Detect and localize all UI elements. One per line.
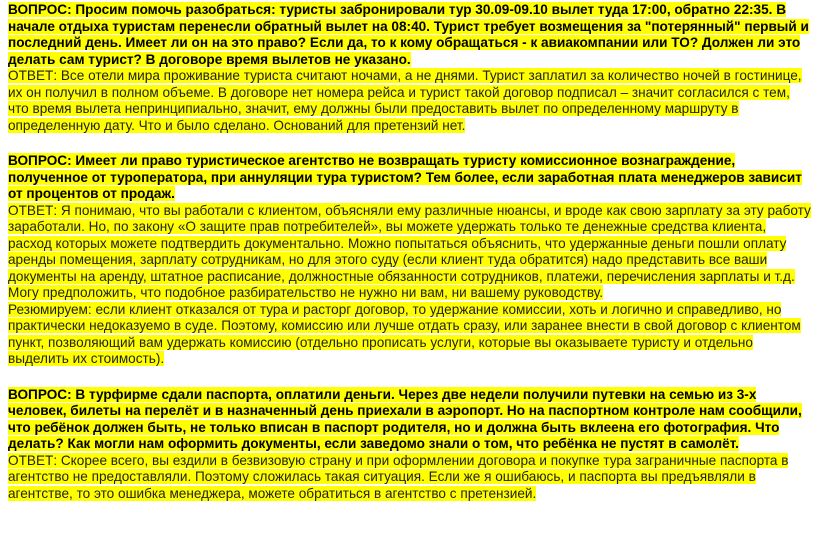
question-2 (8, 153, 811, 203)
answer-3 (8, 453, 811, 503)
qa-block-3 (8, 387, 811, 503)
question-3 (8, 387, 811, 453)
question-3-text: ВОПРОС: В турфирме сдали паспорта, оплатили деньги. Через две недели получили путевки на семью из 3-х человек, билеты на перелёт и в назначенный день приехали в аэропорт. Но на паспортном контроле нам сообщили, что ребёнок должен быть, не только вписан в паспорт родителя, но и должна быть вклеена его фотография. Что делать? Как могли нам оформить документы, если заведомо знали о том, что ребёнка не пустят в самолёт. (8, 386, 802, 451)
answer-1 (8, 68, 811, 134)
resume-2-text: Резюмируем: если клиент отказался от тура и расторг договор, то удержание комиссии, хоть и логично и справедливо, но практически недоказуемо в суде. Поэтому, комиссию или лучше отдать сразу, или заранее внести в свой договор с клиентом пункт, позволяющий вам удержать комиссию (отдельно прописать услуги, которые вы оказываете туристу и отдельно выделить их стоимость). (8, 301, 801, 366)
question-1 (8, 2, 811, 68)
answer-2-text: ОТВЕТ: Я понимаю, что вы работали с клиентом, объясняли ему различные нюансы, и вроде как свою зарплату за эту работу заработали. Но, по закону «О защите прав потребителей», вы можете удержать только те денежные средства клиента, расход которых можете подтвердить документально. Можно попытаться объяснить, что удержанные деньги пошли оплату аренды помещения, зарплату сотрудникам, но для этого суду (если клиент туда обратится) надо представить все ваши документы на аренду, штатное расписание, должностные обязанности сотрудников, платежи, перечисления зарплаты и т.д. Могу предположить, что подобное разбирательство не нужно ни вам, ни вашему руководству. (8, 202, 811, 300)
answer-2 (8, 203, 811, 302)
qa-block-1 (8, 2, 811, 134)
question-1-text: ВОПРОС: Просим помочь разобраться: туристы забронировали тур 30.09-09.10 вылет туда 17:00, обратно 22:35. В начале отдыха туристам перенесли обратный вылет на 08:40. Турист требует возмещения за "потерянный" первый и последний день. Имеет ли он на это право? Если да, то к кому обращаться - к авиакомпании или ТО? Должен ли это делать сам турист? В договоре время вылетов не указано. (8, 2, 809, 67)
qa-block-2 (8, 153, 811, 368)
answer-3-text: ОТВЕТ: Скорее всего, вы ездили в безвизовую страну и при оформлении договора и покупке тура заграничные паспорта в агентство не предоставляли. Поэтому сложилась такая ситуация. Если же я ошибаюсь, и паспорта вы предъявляли в агентстве, то это ошибка менеджера, можете обратиться в агентство с претензией. (8, 452, 789, 501)
question-2-text: ВОПРОС: Имеет ли право туристическое агентство не возвращать туристу комиссионное вознаграждение, полученное от туроператора, при аннуляции тура туристом? Тем более, если заработная плата менеджеров зависит от процентов от продаж. (8, 153, 802, 201)
answer-1-text: ОТВЕТ: Все отели мира проживание туриста считают ночами, а не днями. Турист заплатил за количество ночей в гостинице, их он получил в полном объеме. В договоре нет номера рейса и турист такой договор подписал – значит согласился с тем, что время вылета непринципиально, значит, ему должны были предоставить вылет по определенному маршруту в определенную дату. Что и было сделано. Оснований для претензий нет. (8, 68, 802, 133)
resume-2 (8, 302, 811, 368)
